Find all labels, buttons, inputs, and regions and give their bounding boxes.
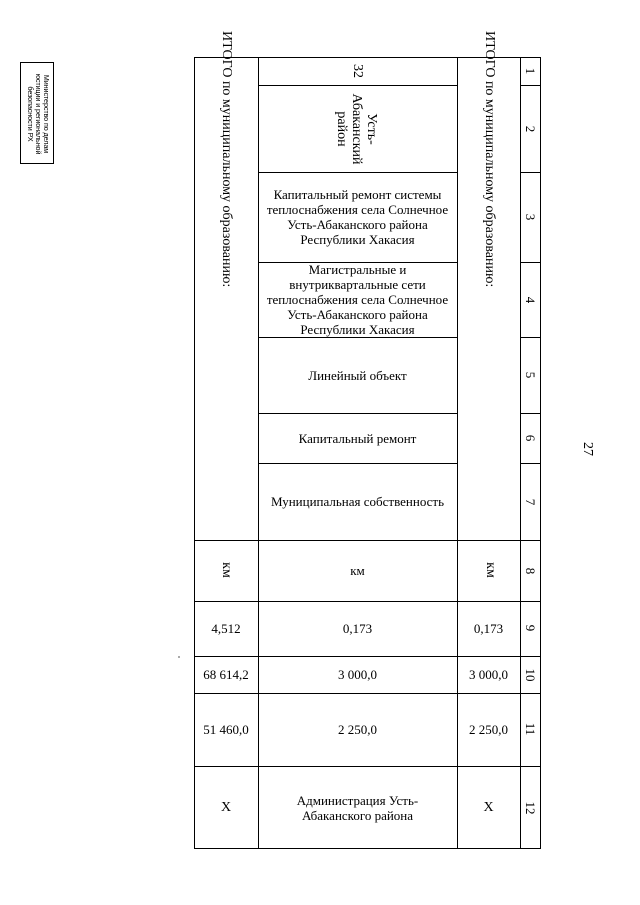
col-num-8: 8	[523, 567, 538, 575]
col-num-5: 5	[523, 371, 538, 379]
item-work-type: Капитальный ремонт	[298, 430, 417, 446]
subtotal-customer: Х	[483, 800, 494, 815]
item-cost-total: 3 000,0	[338, 667, 377, 682]
stamp-line-1: Министерство по делам	[42, 74, 51, 154]
col-num-11: 11	[523, 722, 538, 736]
col-num-7: 7	[523, 498, 538, 506]
ministry-stamp	[20, 62, 54, 164]
col-num-2: 2	[523, 125, 538, 133]
subtotal-cost-total: 3 000,0	[469, 667, 508, 682]
item-length: 0,173	[342, 621, 373, 636]
total-cost-total: 68 614,2	[203, 667, 249, 682]
stamp-text	[26, 65, 50, 163]
col-num-3: 3	[523, 213, 538, 221]
item-object: Магистральные и внутриквартальные сети теплоснабжения села Солнечное Усть-Абаканского района Республики Хакасия	[266, 262, 449, 337]
grid-line	[520, 337, 541, 338]
subtotal-cost-share: 2 250,0	[469, 722, 508, 737]
col-num-4: 4	[523, 296, 538, 304]
item-unit: км	[350, 563, 365, 578]
col-num-6: 6	[523, 434, 538, 442]
scan-speck	[178, 656, 180, 658]
item-number: 32	[350, 64, 365, 78]
grid-line	[520, 413, 541, 414]
col-num-9: 9	[523, 624, 538, 632]
subtotal-label: ИТОГО по муниципальному образованию:	[482, 31, 497, 288]
total-unit: км	[219, 562, 234, 578]
total-customer: Х	[220, 800, 232, 815]
col-num-1: 1	[523, 67, 538, 75]
page-number: 27	[580, 442, 595, 456]
subtotal-length: 0,173	[473, 621, 504, 636]
subtotal-unit: км	[483, 562, 498, 578]
col-num-12: 12	[523, 801, 538, 815]
grid-line	[520, 262, 541, 263]
item-district: Усть-Абаканский район	[334, 93, 380, 165]
col-num-10: 10	[523, 668, 538, 682]
grid-line	[520, 463, 541, 464]
item-object-type: Линейный объект	[308, 367, 407, 383]
total-length: 4,512	[211, 621, 241, 636]
total-label: ИТОГО по муниципальному образованию:	[219, 31, 234, 288]
item-ownership: Муниципальная собственность	[270, 494, 445, 509]
stamp-line-2: юстиции и региональной	[34, 73, 43, 155]
stamp-line-3: безопасности РХ	[26, 86, 35, 142]
total-cost-share: 51 460,0	[203, 722, 249, 737]
item-customer: Администрация Усть-Абаканского района	[296, 792, 419, 823]
item-project: Капитальный ремонт системы теплоснабжения села Солнечное Усть-Абаканского района Республики Хакасия	[266, 187, 449, 247]
grid-line	[520, 172, 541, 173]
grid-line	[520, 57, 521, 849]
item-cost-share: 2 250,0	[338, 722, 377, 737]
